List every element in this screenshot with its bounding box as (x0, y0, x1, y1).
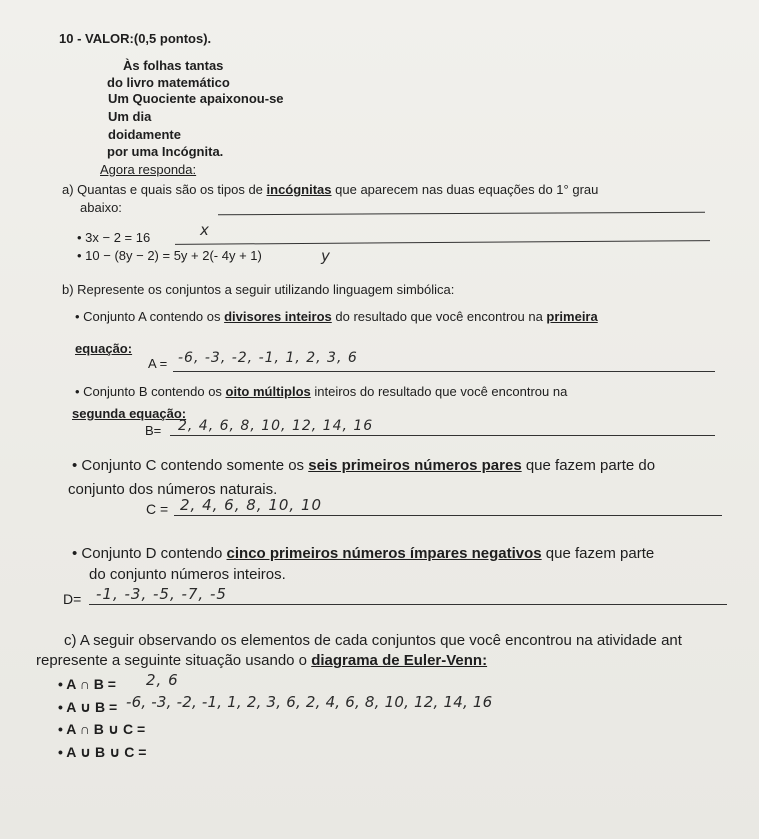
set-d-label: D= (63, 591, 82, 607)
set-a-label: A = (148, 356, 168, 371)
set-c-description-cont: conjunto dos números naturais. (68, 481, 278, 498)
poem-line-5: doidamente (108, 127, 181, 142)
answer-line (218, 212, 705, 216)
op-intersection-ab-label: • A ∩ B = (58, 676, 116, 692)
set-c-answer: 2, 4, 6, 8, 10, 10 (180, 496, 323, 514)
set-a-description-cont: equação: (75, 341, 133, 356)
part-b-intro: b) Represente os conjuntos a seguir utilizando linguagem simbólica: (62, 282, 455, 297)
poem-line-4: Um dia (108, 109, 152, 124)
op-union-union-label: • A ∪ B ∪ C = (58, 744, 147, 760)
set-d-description: • Conjunto D contendo cinco primeiros números ímpares negativos que fazem parte (72, 545, 655, 562)
poem-line-2: do livro matemático (107, 75, 230, 90)
answer-line (89, 604, 727, 605)
prompt-text: Agora responda: (100, 162, 197, 177)
poem-line-3: Um Quociente apaixonou-se (108, 91, 284, 106)
answer-line (175, 240, 710, 245)
answer-eq2: y (321, 247, 331, 265)
part-a-question-cont: abaixo: (80, 200, 122, 215)
set-a-answer: -6, -3, -2, -1, 1, 2, 3, 6 (178, 350, 358, 366)
set-a-description: • Conjunto A contendo os divisores inteiros do resultado que você encontrou na primeira (75, 309, 598, 324)
set-c-description: • Conjunto C contendo somente os seis primeiros números pares que fazem parte do (72, 457, 656, 474)
set-b-label: B= (145, 423, 162, 438)
poem-line-6: por uma Incógnita. (107, 144, 224, 159)
set-b-description-cont: segunda equação: (72, 406, 187, 421)
part-c-intro: c) A seguir observando os elementos de cada conjuntos que você encontrou na atividade ant (64, 632, 682, 649)
op-union-ab-answer: -6, -3, -2, -1, 1, 2, 3, 6, 2, 4, 6, 8, 10, 12, 14, 16 (126, 693, 493, 711)
equation-1: • 3x − 2 = 16 (77, 230, 151, 245)
op-union-ab-label: • A ∪ B = (58, 699, 118, 715)
set-d-answer: -1, -3, -5, -7, -5 (96, 585, 227, 603)
poem-line-1: Às folhas tantas (123, 58, 224, 73)
answer-line (173, 371, 715, 372)
op-intersection-ab-answer: 2, 6 (146, 671, 179, 689)
question-title: 10 - VALOR:(0,5 pontos). (59, 31, 212, 46)
answer-line (170, 435, 715, 436)
answer-eq1: x (200, 221, 210, 239)
set-c-label: C = (146, 501, 169, 517)
part-a-question: a) Quantas e quais são os tipos de incógnitas que aparecem nas duas equações do 1° grau (62, 182, 599, 197)
set-b-description: • Conjunto B contendo os oito múltiplos inteiros do resultado que você encontrou na (75, 384, 568, 399)
op-intersection-union-label: • A ∩ B ∪ C = (58, 721, 146, 737)
equation-2: • 10 − (8y − 2) = 5y + 2(- 4y + 1) (77, 248, 262, 263)
part-c-intro-2: represente a seguinte situação usando o diagrama de Euler-Venn: (36, 652, 488, 669)
set-b-answer: 2, 4, 6, 8, 10, 12, 14, 16 (178, 418, 374, 434)
set-d-description-cont: do conjunto números inteiros. (89, 566, 286, 583)
answer-line (174, 515, 722, 516)
